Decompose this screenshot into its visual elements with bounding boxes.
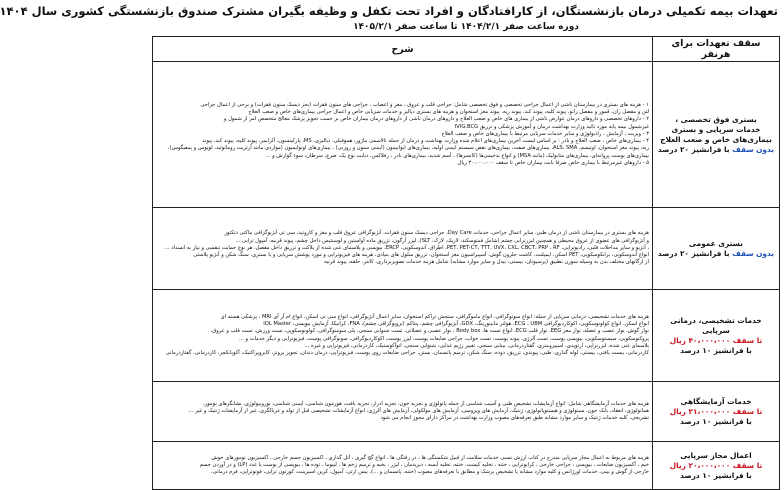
table-row (153, 208, 780, 290)
table-row (153, 62, 780, 208)
description-line: هزینه های خدمات تشخیصی، درمانی سرپایی از جمله: انواع سونوگرافی، انواع ماموگرافی، سنجش تراکم استخوان، سایر اعمال آنژیوگرافی، انواع سی تی اسکن، انواع ام آر آی MRI ، پزشکی هسته ای (220, 313, 649, 320)
coverage-description (153, 62, 653, 208)
table-header-row (153, 37, 780, 62)
description-line: بیماری‌های پوست پروانه‌ای، بیماری‌های متابولیک (مانند MSA) و انواع بدخیمی‌ها (کانسرها) ، آسم شدید، بیماری‌های نادر ، رفلاکس، دیابت نوع یک، صرع، سرطان، سوء گوارش و ... (265, 152, 649, 159)
table-row (153, 442, 780, 490)
table-row (153, 290, 780, 382)
description-line: و آنژیوگرافی های عضوی از عروق محیطی و همچنین لیزرترابی چشم (شامل فمتوسکند، لازیک، لازک، SLT)، لیزر آرگون، تزریق ماده آواستین و لوسنتیس داخل چشم، پیوند قرنیه، آمپول ترابی ... (235, 237, 649, 244)
coverage-limit: بدون سقف (732, 144, 775, 154)
period-subtitle: دوره ساعت صفر ۱۴۰۴/۲/۱ تا ساعت صفر ۱۴۰۵/۲/۱ (353, 22, 579, 32)
column-header-limits: سقف تعهدات برای هرنفر (653, 37, 780, 62)
coverage-title-line: بستری عمومی (689, 238, 743, 248)
coverage-title-line: بیماری‌های خاص و صعب العلاج (660, 134, 772, 144)
description-line: خارجی از گوش و بینی، خدمات اورژانس و کلیه موارد مشابه با تشخیص پزشک و مطابق با تعرفه‌های مصوب (ختنه، پانسمان و ...)، بیس ارثی، آمپول، کرین اسپرینت، کورتون تراپی، فوتوتراپی، فرم درمانی، (210, 469, 649, 476)
coverage-description (153, 290, 653, 382)
description-line: ریه، پیوند مغز استخوان، اوتیسم، ALS، SMA، بیماری‌های صفت، بیماری‌های نقص سیستم ایمنی اولیه، بیماری‌های ایوانیمون (ایمنی ستون و روزنی) ، بیماری‌های اوتوایمیون (مواردی مانند آرتریت روماتوئید، لوپوس و پمفیگوس)، (167, 145, 649, 152)
description-line: انواع آندوسکوپی، برانکوسکوپی، PET اسکن، ایمپلنت، کاشت حلزون گوش، آسپیراسیون مغز استخوان، تزریق سلول های بنیادی، هزینه های فیزیوتراپی و مورد پوشش سرپایی و یا بستری، سنگ شکن و آنژیو پلاستی (193, 252, 649, 259)
coverage-limit: تا سقف ۴۰،۰۰۰،۰۰۰ ریال (669, 335, 763, 345)
description-line: ، آنژیو و سایر مداخلات قلبی، رادیوتراپی، PET، PET-CT، TTT، UVX، CXL، CBCT، PRP ، RF، اطراق، آندوسکوپی، ERCP، بیوپسی و پلاسمای غنی شده از پلاکت و تزریق داخل مفصل، هر نوع حمایت تنفسی و نیاز به انسداد ... (164, 244, 649, 251)
description-line: از ارگانهای مختلف بدن به وسیله سوزن تطبیق (پرسیوتان، بیستی، نیدل و سایر موارد مشابه) شامل هزینه خدمات تصویربرداری، کاتتر، حلقه، پیوند قرنیه (324, 259, 649, 266)
description-line: کاردرمانی، بیست یافتی، بیستی، لوله گذاری، طبی، پیوندی، تزریق، دوده، سنگ شکن، ترمیم پانسمان، بستن، جراحی ضایعات روی پوست، فیزیوتراپی، درمان دندان، تجویز پروتز، کایروپراکتیک، آکوپانکچر، کاردرمانی، گفتاردرمانی (165, 349, 649, 356)
coverage-title-line: خدمات آزمایشگاهی (680, 396, 752, 406)
description-line: هزینه های خدمات آزمایشگاهی شامل: انواع آزمایشات تشخیص طبی و آسیب شناسی از جمله پاتولوژی و تجزیه خون، تجزیه ادرار، تجزیه بافت، هورمون شناسی، ایمنی شناسی، نوروبیولوژی، نشانگرهای تومور، (203, 400, 649, 407)
description-line: پلاسمای غنی شده، لیزرتراپی، ارتوپدی، اسپیرومتری، گفتاردرمانی، بینایی سنجی، تغییر رژیم غذایی، شنوایی سنجی، اتوآکوستیک، کاردرمانی، فیزیوتراپی و غیره ... (304, 342, 649, 349)
description-line: پروکتوسکوپی، سیستوسکوپی، بیوپسی پوست، تست آلرژی، پیوند پوست، تست خواب، جراحی ضایعات پوست، لیزر پوست، اکوکاردیوگرافی، سونوگرافی پوست، فیزیوتراپی و دیگر خدمات و ... (238, 335, 649, 342)
coverage-title-cell (653, 290, 780, 382)
coverage-title-cell (653, 382, 780, 442)
description-line: هزینه های مربوط به اعمال مجاز سرپایی مندرج در کتاب ارزش نسبی خدمات سلامت از قبیل شکستگی ها ، در رفتگی ها ، انواع گچ گیری ، آتل گذاری ، اکسیزیون جسم خارجی ، اکسیزیون تومورهای خوش (211, 454, 649, 461)
coverage-title-cell (653, 442, 780, 490)
coverage-description (153, 382, 653, 442)
coverage-title-cell (653, 62, 780, 208)
description-line: ۲ - داروهای تخصصی و داروهای درمان عوارض ناشی از بیماری های خاص و صعب العلاج و داروهای درمان ناشی از داروهای درمان بیماران خاص بر حسب تجویز پزشک معالج متخصص امر از شمول و (223, 116, 649, 123)
coverage-deductible: با فرانشیز ۱۰ درصد (680, 345, 752, 355)
description-line: لثن و مفصل ران، قمور و مفصل زانو، پیوند کلیه، پیوند کبد، پیوند ریه، پیوند مغز استخوان و هزینه های بستری دیالیز و خدمات سرپایی خاص و اعمال جراحی بیماری‌های خاص و صعب العلاج (248, 109, 649, 116)
description-line: نوار گوش، نوار عصب و عضله، نوار مغز EEG، نوار قلب ECG، انواع تست ها، Body box ، نوار عصبی و عضلانی، تست شنوایی سنجی، پلی سومنوگرافی، کولونوسکوپی، تست ورزش، تست قلب و عروق، (210, 328, 649, 335)
coverage-title-line: بستری فوق تخصصی ، (675, 114, 757, 124)
description-line: خیم ، آکسیزیون ضایعات ، بیوپسی ، جراحی خارجی ، کرایوتراپی ، ختنه ، تخلیه کیست، ختنه، تخلیه آبسه ، دبریدمان ، لیزر ، بخیه و ترمیم زخم ها ، لیپوما ، توده ها ، بیوپسی از پوست یا غدد (LP) و در آوردن جسم (199, 461, 649, 468)
coverage-deductible: با فرانشیز ۱۰ درصد (680, 416, 752, 426)
column-header-description: شرح (153, 37, 653, 62)
coverage-limit: تا سقف ۲۰،۰۰۰،۰۰۰ ریال (669, 460, 763, 470)
description-line: ۴ - بیماری‌های خاص ، صعب العلاج و نادر : بر اساس لیست آخرین بیماری‌های اعلام شده وزارت بهداشت و درمان از جمله تالاسمی ماژور، هموفیلی، دیالیزی، MS، پارکینسون، آلزایمر، پیوند کلیه، پیوند کبد، پیوند (202, 138, 649, 145)
coverage-limit: تا سقف ۲۱،۰۰۰،۰۰۰ ریال (669, 406, 763, 416)
description-line: ۵ - داروهای غیرمرتبط با بیماری خاص صرفا بابت بیماران خاص تا سقف ۳۰،۰۰۰،۰۰۰ ریال (457, 159, 649, 166)
coverage-deductible: با فرانشیز ۲۰ درصد (657, 144, 730, 154)
description-line: ۱ - هزینه های بستری در بیمارستان ناشی از اعمال جراحی تخصصی و فوق تخصصی شامل: جراحی قلب و عروق ، مغز و اعصاب ، جراحی های ستون فقرات (بجز دیسک ستون فقرات) و برخی از اعمال جراحی (200, 102, 649, 109)
description-line: ۳ - ویزیت ، آزمایش ، رادیولوژی و سایر خدمات سرپایی مرتبط با بیماری‌های خاص و صعب العلاج (441, 130, 649, 137)
description-line: انواع اسکن، انواع کولونوسکوپی، اکوکاردیوگرافی ECG ، UBM، هولتر مانیتورینگ، GDX، آنژیوگرافی چشم، پنتاکم (تروپوگرافی چشم)، FNA، کراتیکا، آزمایش بیوپسی، IOL Master (263, 321, 649, 328)
page-title: تعهدات بیمه تکمیلی درمان بازنشستگان، از کارافتادگان و افراد تحت تکفل و وظیفه بگیران مشترک صندوق بازنشستگی کشوری سال ۱۴۰۴ (0, 4, 778, 18)
coverage-description (153, 208, 653, 290)
description-line: هماتولوژی، انعقاد، بانک خون، سیتولوژی و هیستوپاتولوژی، ژنتیک، آزمایش های ویروسی، آزمایش های مولکولی، آزمایش های آلرژی، انواع آزمایشات تشخیصی قبل از تولد و غربالگری، غیر از آزمایشات ژنتیک و غیر ... (188, 407, 649, 414)
coverage-title-line: خدمات سرپایی و بستری (671, 124, 761, 134)
coverage-deductible: با فرانشیز ۲۰ درصد (657, 248, 730, 258)
coverage-limit: بدون سقف (732, 248, 775, 258)
table-row (153, 382, 780, 442)
coverage-title-line: اعمال مجاز سرپایی (680, 450, 752, 460)
coverage-title-cell (653, 208, 780, 290)
description-line: غیرشمول بیمه پایه مورد تائید وزارت بهداشت درمان و آموزش پزشکی و تزریق IVIG.BCG (454, 123, 649, 130)
description-line: هزینه های بستری در بیمارستان ناشی از درمان طبی، سایر اعمال جراحی، خدمات Day Care، جراحی دیسک ستون فقرات، آنژیوگرافی عروق قلب و مغز و کاروتید، سی تی آنژیوگرافی ماکتی دتکتور (224, 230, 649, 237)
coverage-deductible: با فرانشیز ۱۰ درصد (680, 470, 752, 480)
description-line: تشریحی، کلیه خدمات ژنتیک و سایر موارد مشابه طبق تعرفه‌های مصوب وزارت بهداشت در مراکز دارای مجوز انجام می شود (380, 415, 649, 422)
coverage-table (152, 36, 780, 490)
coverage-title-line: خدمات تشخیصی، درمانی سرپایی (670, 315, 762, 335)
coverage-description (153, 442, 653, 490)
